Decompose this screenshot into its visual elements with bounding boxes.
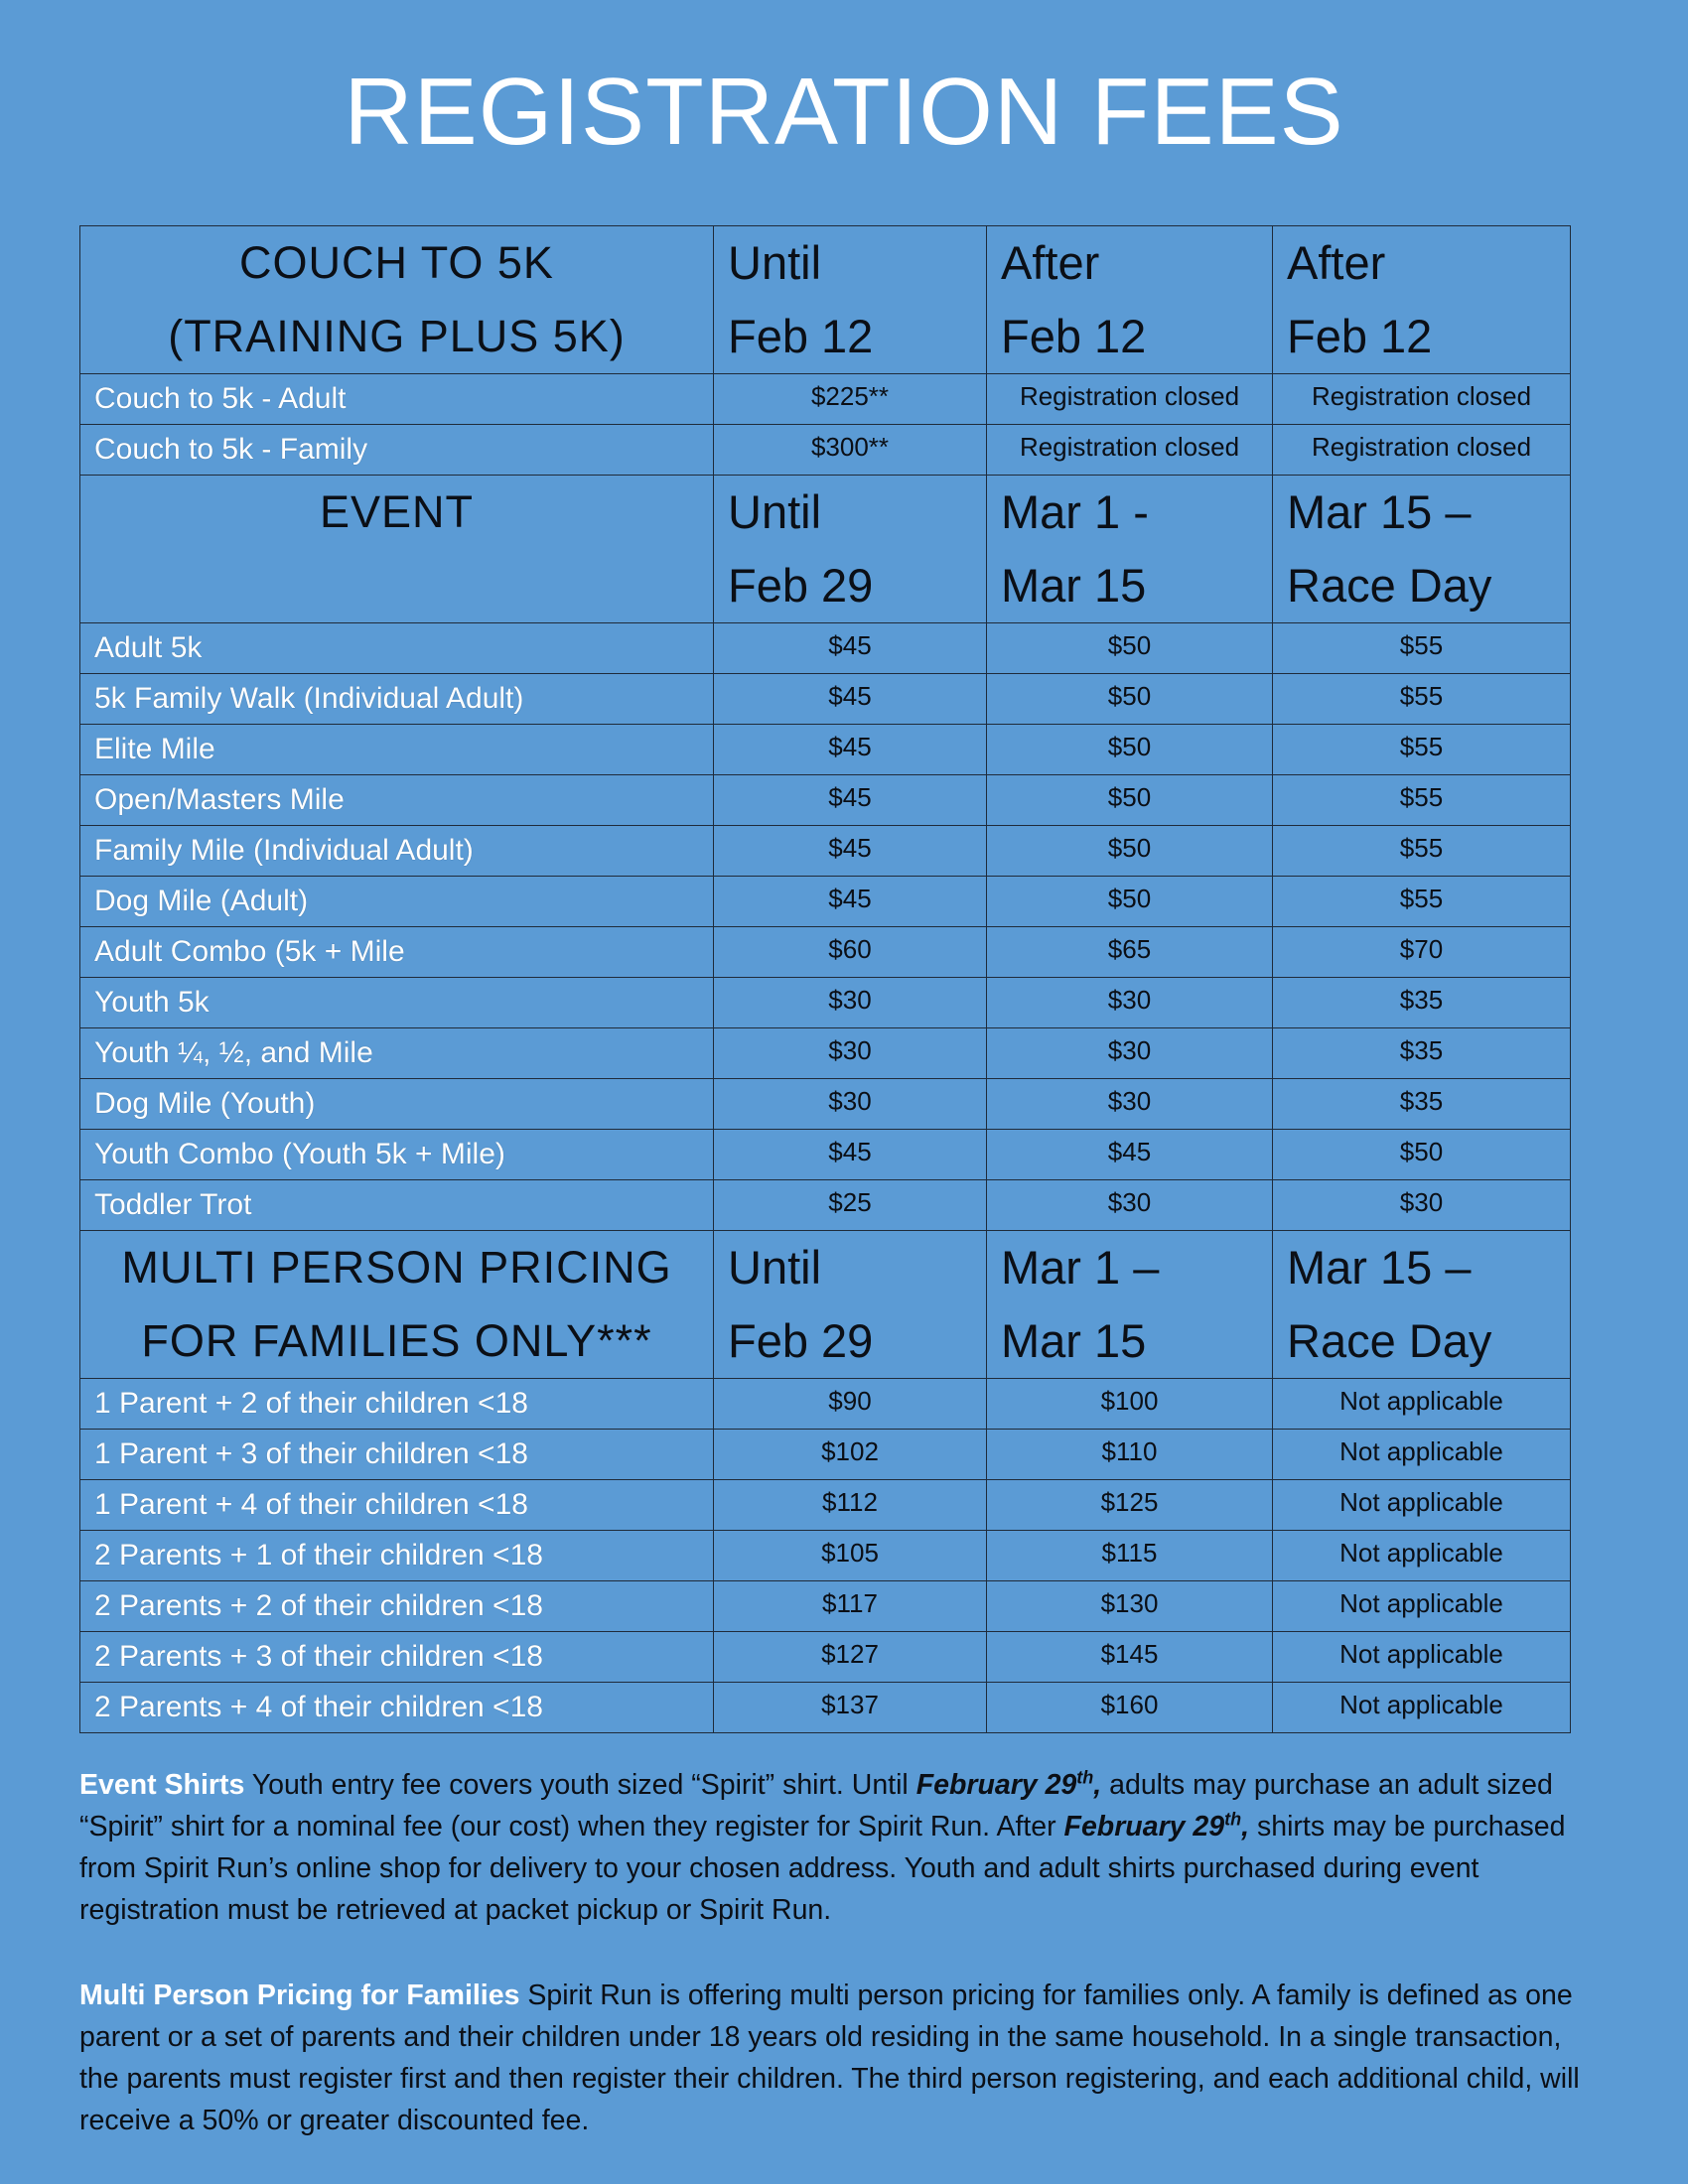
fee-cell: $110 [1101,1436,1158,1466]
table-row [80,927,1571,978]
section-title-line: FOR FAMILIES ONLY*** [141,1315,652,1366]
row-label: Youth 5k [94,986,210,1019]
period-line: After [1001,236,1100,289]
period-line: Until [728,1241,822,1294]
table-row [80,674,1571,725]
fee-cell: $30 [1107,1086,1152,1116]
fee-cell: $115 [1101,1538,1158,1568]
table-row [80,1480,1571,1531]
fee-cell: Not applicable [1339,1487,1503,1517]
row-label: Couch to 5k - Adult [94,382,347,415]
fee-cell: $130 [1100,1588,1159,1618]
page-title: REGISTRATION FEES [344,59,1344,165]
fee-cell: Not applicable [1339,1690,1503,1719]
registration-fees-table [79,225,1571,1733]
table-row [80,1430,1571,1480]
event-header-row [80,476,1571,623]
fee-cell: Registration closed [1311,381,1532,411]
period-line: Mar 1 – [1001,1241,1160,1294]
fee-cell: $45 [828,681,872,711]
fee-cell: $60 [828,934,872,964]
table-row [80,1581,1571,1632]
row-label: 2 Parents + 3 of their children <18 [94,1640,543,1673]
couch-section-title [80,226,714,374]
row-label: Youth ¼, ½, and Mile [94,1036,373,1069]
fee-cell: $50 [1107,732,1152,761]
note-date: February 29 [915,1769,1077,1801]
row-label: Youth Combo (Youth 5k + Mile) [94,1138,505,1170]
fee-cell: $45 [828,833,872,863]
event-period-1 [714,476,987,623]
note-date-suffix: th [1076,1767,1094,1788]
row-label: Elite Mile [94,733,215,765]
row-label: 5k Family Walk (Individual Adult) [94,682,524,715]
fee-cell: $300** [810,432,890,462]
note-date: February 29 [1063,1811,1225,1843]
period-line: Mar 15 – [1287,485,1472,538]
multi-header-row [80,1231,1571,1379]
period-line: Race Day [1287,1314,1492,1367]
fee-cell: Not applicable [1339,1538,1503,1568]
row-label: Open/Masters Mile [94,783,345,816]
fee-cell: $125 [1100,1487,1159,1517]
fee-cell: $55 [1399,630,1444,660]
fee-cell: $127 [821,1639,879,1669]
fee-cell: $55 [1399,732,1444,761]
period-line: Feb 12 [1287,310,1433,362]
multi-section-title [80,1231,714,1379]
fee-cell: $30 [1107,1035,1152,1065]
fee-cell: Not applicable [1339,1386,1503,1416]
fee-cell: $50 [1107,630,1152,660]
row-label: Adult Combo (5k + Mile [94,935,405,968]
row-label: 1 Parent + 3 of their children <18 [94,1437,528,1470]
couch-period-1 [714,226,987,374]
table-row [80,826,1571,877]
fee-cell: $112 [822,1487,878,1517]
row-label: 1 Parent + 2 of their children <18 [94,1387,528,1420]
table-row [80,1079,1571,1130]
table-row [80,1683,1571,1733]
table-row [80,1531,1571,1581]
table-row [80,1180,1571,1231]
multi-period-2 [987,1231,1273,1379]
row-label: 2 Parents + 1 of their children <18 [94,1539,543,1571]
row-label: 1 Parent + 4 of their children <18 [94,1488,528,1521]
event-period-2 [987,476,1273,623]
fee-cell: $65 [1107,934,1152,964]
fee-cell: $105 [821,1538,879,1568]
fee-cell: Not applicable [1339,1639,1503,1669]
fee-cell: $137 [821,1690,879,1719]
note-text: Spirit Run is offering multi person pricing for families only. A family is defined as one parent or a set of parents and their children under 18 years old residing in the same household. In a single transaction, the parents must register first and then register their children. The third person registering, and each additional child, will receive a 50% or greater discounted fee. [79,1979,1580,2136]
section-title-line: (TRAINING PLUS 5K) [168,311,626,361]
couch-period-3 [1273,226,1571,374]
event-section-title [80,476,714,623]
fee-cell: $50 [1107,884,1152,913]
fee-cell: $55 [1399,782,1444,812]
period-line: Mar 15 – [1287,1241,1472,1294]
fee-cell: $35 [1399,1035,1444,1065]
period-line: Mar 15 [1001,559,1147,612]
fee-cell: $55 [1399,681,1444,711]
note-text: shirts may be purchased from Spirit Run’s online shop for delivery to your chosen address. Youth and adult shirts purchased during event registration must be retrieved at packet pickup or Spirit Run. [79,1811,1566,1926]
fee-cell: $90 [828,1386,872,1416]
fee-cell: Not applicable [1339,1588,1503,1618]
table-row [80,425,1571,476]
table-row [80,1130,1571,1180]
fee-cell: $102 [821,1436,879,1466]
fee-cell: $30 [1107,1187,1152,1217]
fee-cell: $117 [822,1588,878,1618]
table-row [80,1028,1571,1079]
table-row [80,374,1571,425]
period-line: After [1287,236,1386,289]
fee-cell: $35 [1399,985,1444,1015]
multi-period-3 [1273,1231,1571,1379]
fee-cell: $160 [1100,1690,1159,1719]
couch-header-row [80,226,1571,374]
fee-cell: $45 [828,884,872,913]
fee-cell: $50 [1107,782,1152,812]
table-row [80,978,1571,1028]
event-period-3 [1273,476,1571,623]
fee-cell: $25 [828,1187,872,1217]
row-label: Adult 5k [94,631,203,664]
row-label: 2 Parents + 2 of their children <18 [94,1589,543,1622]
table-row [80,1379,1571,1430]
table-row [80,623,1571,674]
couch-period-2 [987,226,1273,374]
period-line: Feb 12 [1001,310,1147,362]
period-line: Feb 12 [728,310,874,362]
period-line: Until [728,236,822,289]
fee-cell: $45 [828,732,872,761]
period-line: Until [728,485,822,538]
fee-cell: $45 [1107,1137,1152,1166]
fee-cell: Registration closed [1019,381,1240,411]
section-title-line: EVENT [319,486,475,537]
fee-cell: Registration closed [1311,432,1532,462]
fee-cell: $145 [1100,1639,1159,1669]
event-shirts-note [79,1764,1589,1931]
fee-cell: $100 [1100,1386,1159,1416]
multi-person-pricing-note [79,1975,1589,2141]
row-label: Dog Mile (Youth) [94,1087,316,1120]
note-date-punct: , [1241,1811,1250,1843]
note-date-suffix: th [1224,1809,1242,1830]
fee-cell: $45 [828,1137,872,1166]
multi-period-1 [714,1231,987,1379]
fee-cell: $35 [1399,1086,1444,1116]
fee-cell: $50 [1399,1137,1444,1166]
period-line: Feb 29 [728,559,874,612]
row-label: Dog Mile (Adult) [94,885,309,917]
row-label: 2 Parents + 4 of their children <18 [94,1691,543,1723]
fee-cell: $55 [1399,884,1444,913]
fee-cell: $55 [1399,833,1444,863]
note-text: adults may purchase an adult sized “Spirit” shirt for a nominal fee (our cost) when they register for Spirit Run. After [79,1769,1553,1843]
section-title-line: COUCH TO 5K [239,237,554,288]
period-line: Mar 1 - [1001,485,1149,538]
fee-cell: $30 [1399,1187,1444,1217]
fee-cell: Registration closed [1019,432,1240,462]
section-title-line: MULTI PERSON PRICING [121,1242,672,1293]
fee-cell: $50 [1107,833,1152,863]
row-label: Toddler Trot [94,1188,252,1221]
fee-cell: $225** [810,381,890,411]
period-line: Feb 29 [728,1314,874,1367]
fee-cell: $45 [828,782,872,812]
table-row [80,1632,1571,1683]
fee-cell: $50 [1107,681,1152,711]
fee-cell: $45 [828,630,872,660]
table-row [80,877,1571,927]
row-label: Family Mile (Individual Adult) [94,834,474,867]
period-line: Race Day [1287,559,1492,612]
period-line: Mar 15 [1001,1314,1147,1367]
note-heading: Event Shirts [79,1769,245,1801]
fee-cell: $30 [828,1086,872,1116]
fee-cell: Not applicable [1339,1436,1503,1466]
note-date-punct: , [1093,1769,1102,1801]
row-label: Couch to 5k - Family [94,433,368,466]
fee-cell: $30 [1107,985,1152,1015]
table-row [80,775,1571,826]
fee-cell: $70 [1399,934,1444,964]
note-heading: Multi Person Pricing for Families [79,1979,520,2011]
table-row [80,725,1571,775]
note-text: Youth entry fee covers youth sized “Spirit” shirt. Until [244,1769,916,1801]
fee-cell: $30 [828,985,872,1015]
fee-cell: $30 [828,1035,872,1065]
